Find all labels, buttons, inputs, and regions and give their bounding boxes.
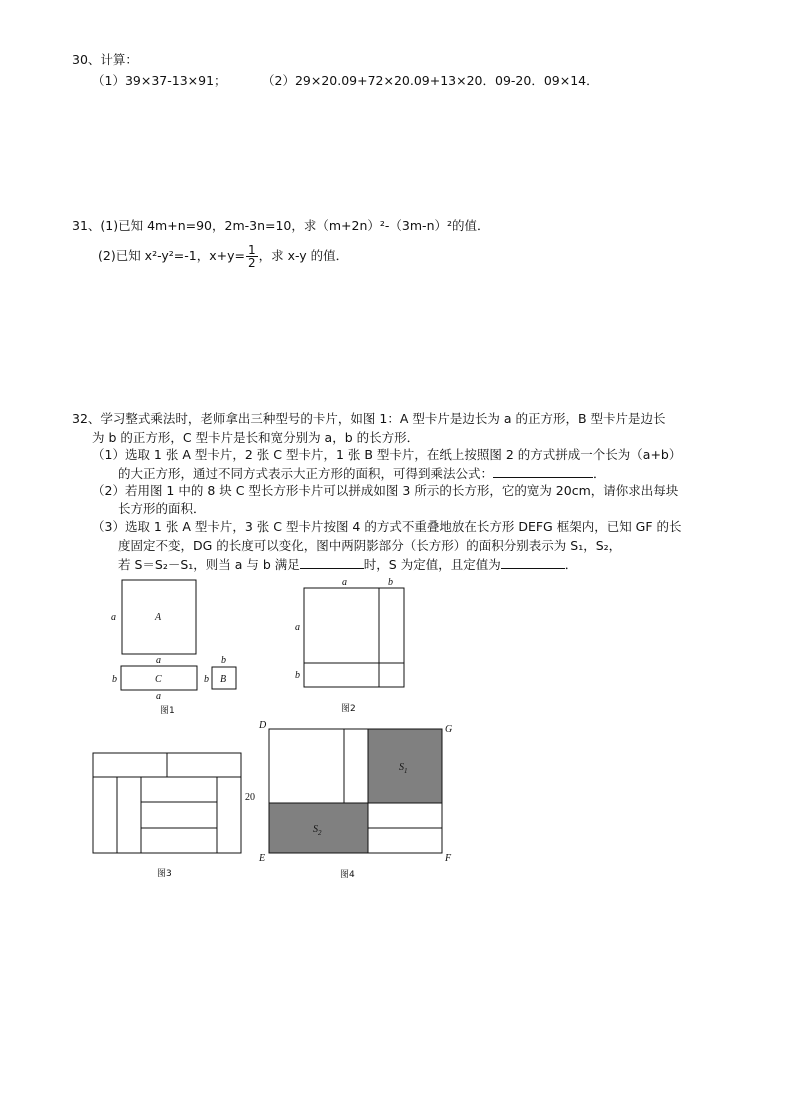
fraction-denominator: 2 xyxy=(247,256,256,270)
q31-part2 xyxy=(98,241,348,271)
q31-fraction xyxy=(246,244,258,269)
figure-1 xyxy=(105,575,265,725)
q30-part2: （2）29×20.09+72×20.09+13×20．09-20．09×14． xyxy=(262,73,599,88)
fraction-numerator: 1 xyxy=(247,243,256,257)
fig4-vertex-d: D xyxy=(259,720,267,731)
q32-sub1-end: ． xyxy=(593,466,606,481)
q32-intro-line2: 为 b 的正方形，C 型卡片是长和宽分别为 a，b 的长方形． xyxy=(92,430,420,445)
q32-sub1-line2 xyxy=(118,465,606,482)
q30-header: 30、计算： xyxy=(72,52,138,67)
fig4-s2-label: $S_2$ xyxy=(313,824,322,837)
answer-blank-value[interactable] xyxy=(501,556,565,569)
fig2-outer-square xyxy=(304,588,404,687)
card-c-label: C xyxy=(155,674,162,685)
card-a-label: A xyxy=(155,612,162,623)
fig4-caption: 图4 xyxy=(340,870,355,880)
q32-sub3-line3 xyxy=(118,556,577,573)
fig4-shaded-s2 xyxy=(269,803,368,853)
q31-part1: 31、(1)已知 4m+n=90，2m-3n=10，求（m+2n）²-（3m-n）²的值． xyxy=(72,218,490,233)
card-c-side-label: b xyxy=(112,674,117,685)
card-b-label: B xyxy=(220,674,227,685)
fig4-vertex-f: F xyxy=(445,853,452,864)
q30-part1: （1）39×37-13×91； xyxy=(92,73,227,88)
q32-sub2-line1: （2）若用图 1 中的 8 块 C 型长方形卡片可以拼成如图 3 所示的长方形，它的宽为 20cm，请你求出每块 xyxy=(92,483,679,498)
q32-sub1-text: 的大正方形，通过不同方式表示大正方形的面积，可得到乘法公式： xyxy=(118,466,494,481)
fig3-width-label: 20 xyxy=(245,792,255,803)
fig4-vertex-e: E xyxy=(259,853,266,864)
q32-sub2-line2: 长方形的面积． xyxy=(118,501,206,516)
fig2-top-b: b xyxy=(388,577,393,588)
q32-sub3-text1: 若 S＝S₂－S₁，则当 a 与 b 满足 xyxy=(118,557,300,572)
answer-blank-formula[interactable] xyxy=(493,465,593,478)
card-a-bottom-label: a xyxy=(156,655,161,666)
card-a-side-label: a xyxy=(111,612,116,623)
card-c-bottom-label: a xyxy=(156,691,161,702)
q32-sub3-text2: 时，S 为定值，且定值为 xyxy=(363,557,501,572)
q31-part2-pre: (2)已知 x²-y²=-1，x+y= xyxy=(98,248,245,263)
q32-intro-line1: 32、学习整式乘法时，老师拿出三种型号的卡片，如图 1：A 型卡片是边长为 a 的正方形，B 型卡片是边长 xyxy=(72,411,666,426)
fig4-shaded-s1 xyxy=(368,729,442,803)
figure-2 xyxy=(290,576,420,716)
fig2-top-a: a xyxy=(342,577,347,588)
fig1-caption: 图1 xyxy=(160,706,175,716)
q32-sub3-line1: （3）选取 1 张 A 型卡片，3 张 C 型卡片按图 4 的方式不重叠地放在长方形 DEFG 框架内，已知 GF 的长 xyxy=(92,519,682,534)
card-b-top-label: b xyxy=(221,655,226,666)
fig2-caption: 图2 xyxy=(341,704,356,714)
fig2-left-a: a xyxy=(295,622,300,633)
card-b-side-label: b xyxy=(204,674,209,685)
q32-sub1-line1: （1）选取 1 张 A 型卡片，2 张 C 型卡片，1 张 B 型卡片，在纸上按照图 2 的方式拼成一个长为（a+b） xyxy=(92,447,682,462)
q32-sub3-text3: ． xyxy=(564,557,578,572)
fig4-vertex-g: G xyxy=(445,724,453,735)
answer-blank-condition[interactable] xyxy=(300,556,364,569)
fig2-left-b: b xyxy=(295,670,300,681)
figure-4 xyxy=(255,718,465,883)
figure-3 xyxy=(85,745,275,880)
fig3-caption: 图3 xyxy=(157,869,172,879)
fig4-s1-label: $S_1$ xyxy=(399,762,408,775)
q32-sub3-line2: 度固定不变，DG 的长度可以变化，图中两阴影部分（长方形）的面积分别表示为 S₁，S₂， xyxy=(118,538,622,553)
q31-part2-post: ，求 x-y 的值． xyxy=(258,248,349,263)
